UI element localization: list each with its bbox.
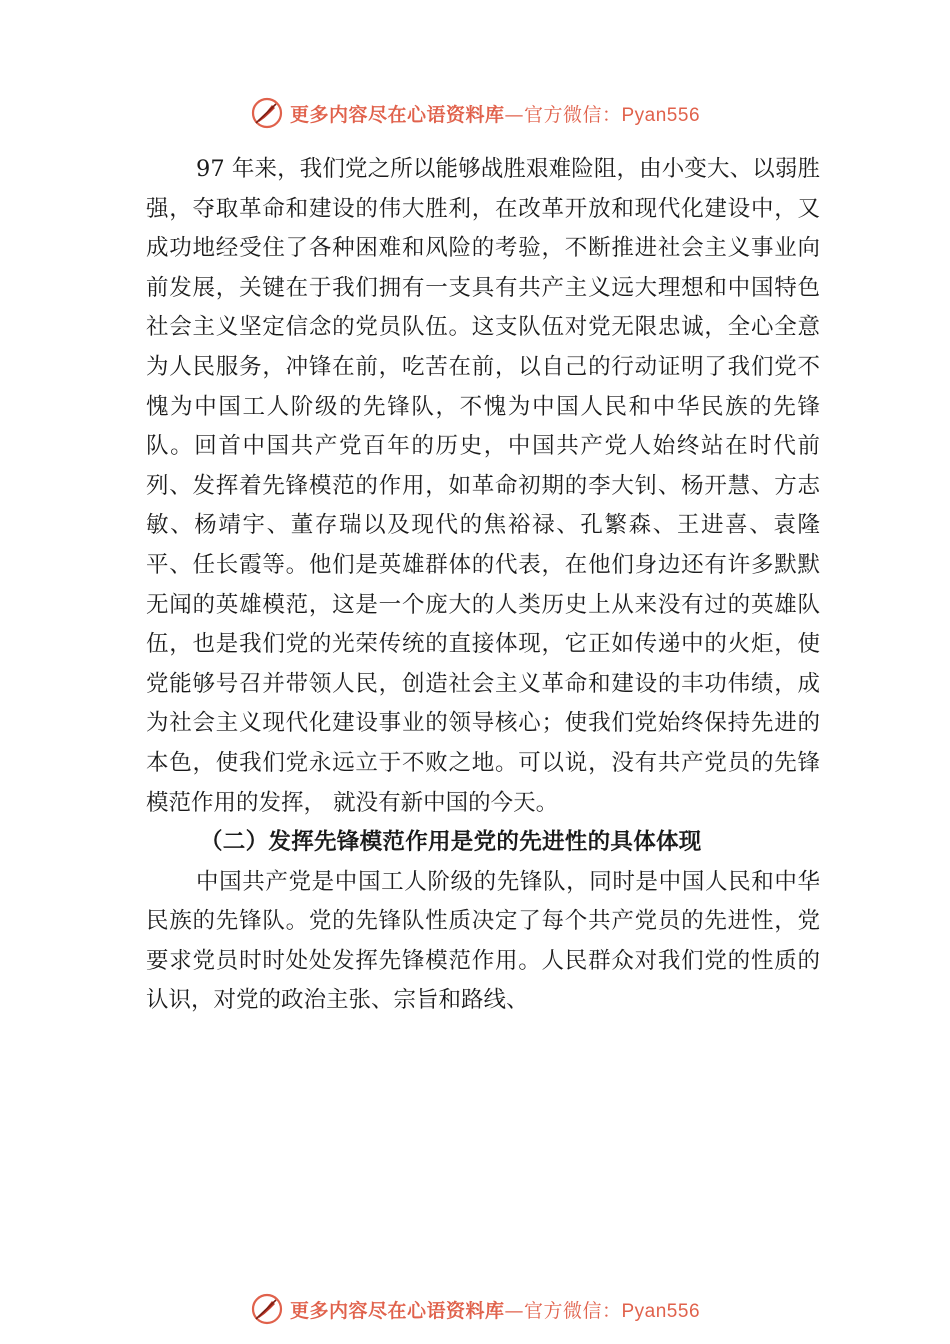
document-body — [146, 150, 820, 1021]
banner-main-text: 更多内容尽在心语资料库 — [289, 103, 505, 126]
banner-wechat-id: Pyan556 — [621, 1300, 701, 1322]
header-banner — [0, 93, 950, 133]
banner-wechat-label: —官方微信： — [504, 103, 622, 126]
paragraph-1: 97 年来，我们党之所以能够战胜艰难险阻，由小变大、以弱胜强，夺取革命和建设的伟大胜利，在改革开放和现代化建设中，又成功地经受住了各种困难和风险的考验，不断推进社会主义事业向前发展，关键在于我们拥有一支具有共产主义远大理想和中国特色社会主义坚定信念的党员队伍。这支队伍对党无限忠诚，全心全意为人民服务，冲锋在前，吃苦在前，以自己的行动证明了我们党不愧为中国工人阶级的先锋队，不愧为中国人民和中华民族的先锋队。回首中国共产党百年的历史，中国共产党人始终站在时代前列、发挥着先锋模范的作用，如革命初期的李大钊、杨开慧、方志敏、杨靖宇、董存瑞以及现代的焦裕禄、孔繁森、王进喜、袁隆平、任长霞等。他们是英雄群体的代表，在他们身边还有许多默默无闻的英雄模范，这是一个庞大的人类历史上从来没有过的英雄队伍，也是我们党的光荣传统的直接体现，它正如传递中的火炬，使党能够号召并带领人民，创造社会主义革命和建设的丰功伟绩，成为社会主义现代化建设事业的领导核心；使我们党始终保持先进的本色，使我们党永远立于不败之地。可以说，没有共产党员的先锋模范作用的发挥， 就没有新中国的今天。 — [146, 156, 820, 816]
pen-logo-icon — [250, 96, 284, 130]
section-heading: （二）发挥先锋模范作用是党的先进性的具体体现 — [200, 829, 702, 856]
paragraph-2: 中国共产党是中国工人阶级的先锋队，同时是中国人民和中华民族的先锋队。党的先锋队性质决定了每个共产党员的先进性，党要求党员时时处处发挥先锋模范作用。人民群众对我们党的性质的认识，对党的政治主张、宗旨和路线、 — [146, 868, 820, 1014]
banner-wechat-id: Pyan556 — [621, 104, 701, 126]
banner-main-text: 更多内容尽在心语资料库 — [289, 1299, 505, 1322]
banner-wechat-label: —官方微信： — [504, 1299, 622, 1322]
footer-banner — [0, 1289, 950, 1329]
pen-logo-icon — [250, 1292, 284, 1326]
